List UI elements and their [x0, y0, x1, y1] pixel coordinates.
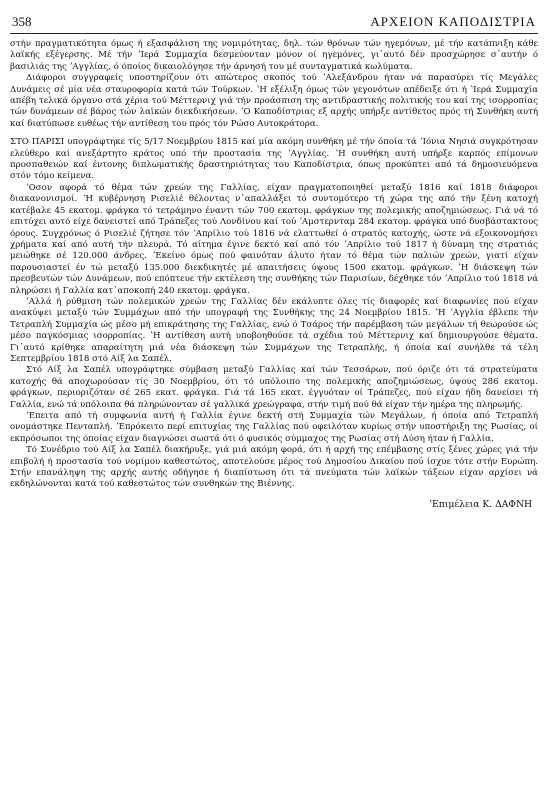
paragraph: Στό Αίξ λα Σαπέλ υπογράφτηκε σύμβαση μεταξύ Γαλλίας καί τών Τεσσάρων, πού όριζε ότι τά στρατεύματα κατοχής θά αποχωρούσαν τίς 30 Νοεμβρίου, ότι τό υπόλοιπο της πολεμικής αποζημιώσεως, ύψους 286 εκατομ. φράγκων, περιοριζόταν σέ 265 εκατ. φράγκα. Γιά τά 165 εκατ. έγγυόταν οί Τράπεζες, πού είχαν ήδη δανείσει τή Γαλλία, ενώ τά υπόλοιπα θά πληρώνονταν σέ γαλλικά χρεώγραφα, στήν τιμή πού θά είχαν τήν ημέρα της πληρωμής.: [10, 365, 538, 410]
paragraph: ʼΟσον αφορά τό θέμα τών χρεών της Γαλλίας, είχαν πραγματοποιηθεί μεταξύ 1816 καί 1818 διάφοροι διακανονισμοί. ʽΗ κυβέρνηση Ρισελιέ θέλοντας ν᾽απαλλάξει τό συντομότερο τή χώρα της από τήν ξένη κατοχή κατέβαλε 45 εκατομ. φράγκα τό τετράμηνο έναντι τών 700 εκατομ. φράγκων της πολεμικής αποζημιώσεως. Γιά νά τό επιτύχει αυτό είχε δανειστεί από Τράπεζες τού Λονδίνου καί τού ʼΑμστερνταμ 284 εκατομ. φράγκα υπό δυσβάστακτους όρους. Συγχρόνως ό Ρισελιέ ζήτησε τόν ʼΑπρίλιο τού 1816 νά ελαττωθεί ό στρατός κατοχής, ώστε νά εξοικονομήσει χρήματα καί από αυτή τήν πλευρά. Τό αίτημα έγινε δεκτό καί από τόν ʼΑπρίλιο τού 1817 ή δύναμη της στρατιάς μειώθηκε σέ 120.000 άνδρες. ʼΕκείνο όμως πού φαινόταν άλυτο ήταν τό θέμα τών παλιών χρεών, γιατί είχαν παρουσιαστεί έν τώ μεταξύ 135.000 διεκδικητές μέ απαιτήσεις ύψους 1500 εκατομ. φράγκων. ʽΗ διάσκεψη τών πρεσβευτών τών Δυνάμεων, πού επόπτευε τήν εκτέλεση της συνθήκης τών Παρισίων, δέχθηκε τόν ʼΑπρίλιο τού 1818 νά πληρώσει ή Γαλλία κατ᾽αποκοπή 240 εκατομ. φράγκα.: [10, 182, 538, 296]
paragraph: Τό Συνέδριο τού Αίξ λα Σαπέλ διακήρυξε, γιά μιά ακόμη φορά, ότι ή αρχή της επέμβασης στίς ξένες χώρες γιά τήν επιβολή ή προστασία τού νομίμου καθεστώτος, αποτελούσε μέρος τού Δημοσίου Δικαίου πού ίσχυε τότε στήν Ευρώπη. Στήν επανάληψη της αρχής αυτής οδήγησε ή διαπίστωση ότι τά πνεύματα τών λαϊκών τάξεων είχαν αρχίσει νά εκδηλώνονται κατά τού καθεστώτος τών συνθηκών της Βιέννης.: [10, 445, 538, 490]
paragraph: στήν πραγματικότητα όμως ή εξασφάλιση της νομιμότητας, δηλ. τών θρόνων τών ηγεμόνων, μέ τήν κατάπνιξη κάθε λαϊκής εξέγερσης. Μέ τήν ʽΙερά Συμμαχία δεσμεύονταν μόνον οί ηγεμόνες, γι᾽αυτό δέν προσχώρησε σ᾽αυτήν ό βασιλιάς της ʼΑγγλίας, ό όποίος δικαιολόγησε τήν άρνησή του μέ συνταγματικά κωλύματα.: [10, 39, 538, 72]
paragraph: ʼΕπειτα από τή συμφωνία αυτή ή Γαλλία έγινε δεκτή στή Συμμαχία τών Μεγάλων, ή όποία από Τετραπλή ονομάστηκε Πενταπλή. ʼΕπρόκειτο περί επιτυχίας της Γαλλίας πού οφειλόταν κυρίως στήν υποστήριξη της Ρωσίας, οί εκπρόσωποι της όποίας είχαν διαγνώσει σωστά ότι ό φυσικός σύμμαχος της Ρωσίας στή Δύση ήταν ή Γαλλία.: [10, 411, 538, 444]
paragraph: Διάφοροι συγγραφείς υποστηρίζουν ότι απώτερος σκοπός τού ʼΑλεξάνδρου ήταν νά παρασύρει τίς Μεγάλες Δυνάμεις σέ μία νέα σταυροφορία κατά τών Τούρκων. ʽΗ εξέλιξη όμως τών γεγονότων απέδειξε ότι ή ʽΙερά Συμμαχία απέβη τελικά όργανο στά χέρια τού Μέττερνιχ γιά τήν προάσπιση της αντιδραστικής πολιτικής του καί της ισορροπίας τών δυνάμεων σέ βάρος τών λαϊκών διεκδικήσεων. ʼΟ Καποδίστριας εξ αρχής υπήρξε αντίθετος πρός τή Συνθήκη αυτή καί διατύπωσε ευθέως τήν αντίθεση του πρός τόν Ρώσο Αυτοκράτορα.: [10, 73, 538, 129]
paragraph: ʼΑλλά ή ρύθμιση τών πολεμικών χρεών της Γαλλίας δέν εκάλυπτε όλες τίς διαφορές καί διαφωνίες πού είχαν ανακύψει μεταξύ τών Συμμάχων από τήν υπογραφή της Συνθήκης της 24 Νοεμβρίου 1815. ʽΗ ʼΑγγλία έβλεπε τήν Τετραπλή Συμμαχία ώς μέσο μή επικράτησης της Γαλλίας, ενώ ό Τσάρος τήν παρέμβαση τών μεγάλων τή θεωρούσε ώς μέσο παγκόσμιας ισορροπίας. ʽΗ αντίθεση αυτή υποβοηθούσε τά σχέδια τού Μέττερνιχ καί δημιουργούσε θέματα. Γι᾽αυτό κρίθηκε απαραίτητη μιά νέα διάσκεψη τών Συμμάχων της Τετραπλής, ή όποία καί συνήλθε τά τέλη Σεπτεμβρίου 1818 στό Αίξ λα Σαπέλ.: [10, 296, 538, 364]
document-body: [10, 39, 538, 491]
page-header: [10, 14, 538, 34]
editor-signature: ʽΕπιμέλεια Κ. ΔΑΦΝΗ: [429, 498, 532, 510]
paragraph: ΣΤΟ ΠΑΡΙΣΙ υπογράφτηκε τίς 5/17 Νοεμβρίου 1815 καί μία ακόμη συνθήκη μέ τήν όποία τά ʼΙόνια Νησιά συγκρότησαν ελεύθερο καί ανεξάρτητο κράτος υπό τήν προστασία της ʼΑγγλίας. ʽΗ συνθήκη αυτή υπήρξε καρπός επίμονων προσπαθειών καί έντονης διπλωματικής δραστηριότητας του Καποδίστρια, όπως προκύπτει από τά δημοσιευόμενα στόν τόμο κείμενα.: [10, 137, 538, 182]
page-number: 358: [12, 14, 32, 29]
running-title: ΑΡΧΕΙΟΝ ΚΑΠΟΔΙΣΤΡΙΑ: [370, 14, 536, 29]
